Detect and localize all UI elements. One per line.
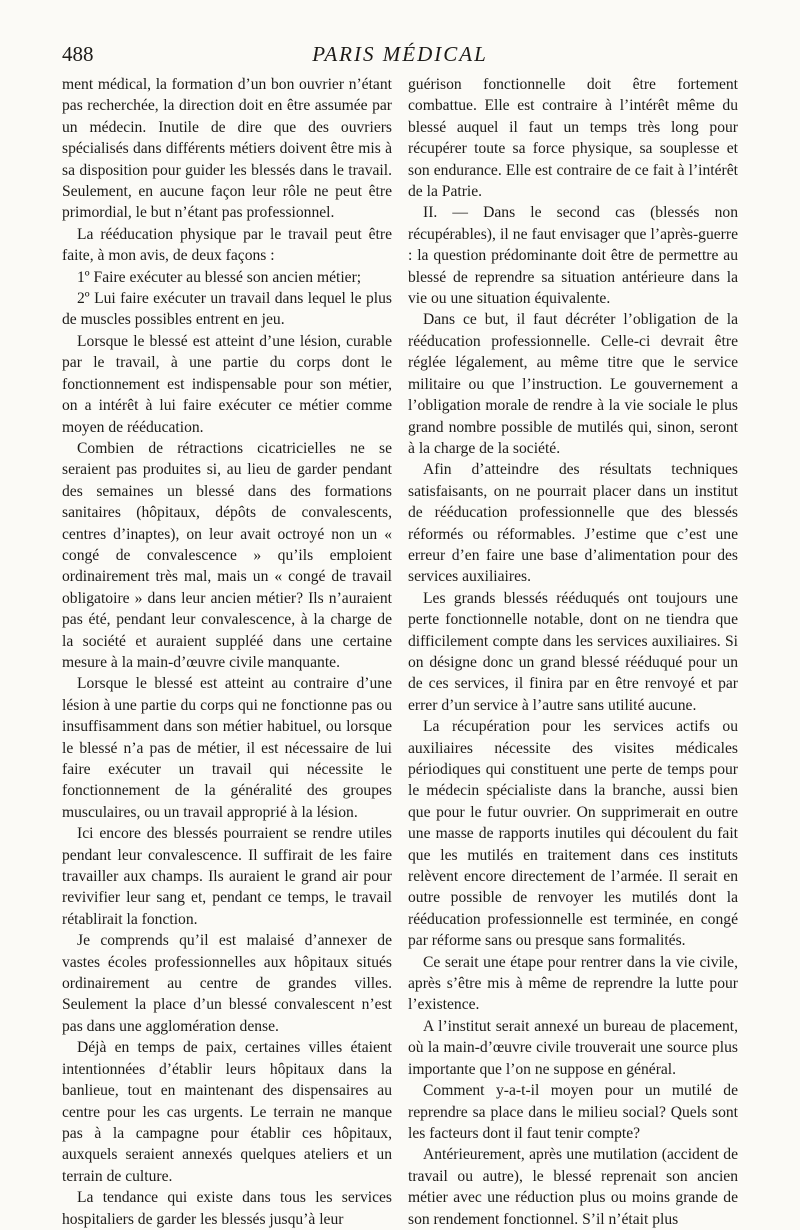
paragraph: Les grands blessés rééduqués ont toujours une perte fonctionnelle notable, dont on ne tiendra que difficilement compte dans les services auxiliaires. Si on désigne donc un grand blessé rééduqué pour un de ces services, il finira par en être renvoyé et par errer d’un service à l’autre sans utilité aucune. — [408, 589, 738, 714]
page-header — [62, 42, 738, 72]
paragraph: A l’institut serait annexé un bureau de placement, où la main-d’œuvre civile trouverait une source plus importante que l’on ne suppose en général. — [408, 1017, 738, 1078]
paragraph: Dans ce but, il faut décréter l’obligation de la rééducation professionnelle. Celle-ci devrait être réglée légalement, au même titre que le service militaire ou que l’instruction. Le gouvernement a l’obligation morale de rendre à la vie sociale le plus grand nombre possible de mutilés qui, sinon, seront à la charge de la société. — [408, 311, 738, 457]
paragraph: La récupération pour les services actifs ou auxiliaires nécessite des visites médicales périodiques qui constituent une perte de temps pour le médecin spécialiste dans la branche, aussi bien que pour le futur ouvrier. On supprimerait en outre une masse de rapports inutiles qui découlent du fait que les mutilés en traitement dans ces instituts relèvent encore directement de l’armée. Il serait en outre possible de renvoyer les mutilés dont la rééducation professionnelle est terminée, en congé par réforme sans ou presque sans formalités. — [408, 718, 738, 950]
paragraph: Lorsque le blessé est atteint d’une lésion, curable par le travail, à une partie du corps dont le fonctionnement est indispensable pour son métier, on a intérêt à lui faire exécuter ce métier comme moyen de rééducation. — [62, 332, 392, 436]
paragraph: ment médical, la formation d’un bon ouvrier n’étant pas recherchée, la direction doit en être assumée par un médecin. Inutile de dire que des ouvriers spécialisés dans différents métiers doivent être mis à sa disposition pour guider les blessés dans le travail. Seulement, en aucune façon leur rôle ne peut être primordial, le but n’étant pas professionnel. — [62, 76, 392, 222]
paragraph: 1º Faire exécuter au blessé son ancien métier; — [77, 268, 362, 286]
left-column — [62, 74, 392, 1230]
paragraph: Ce serait une étape pour rentrer dans la vie civile, après s’être mis à même de reprendre la lutte pour l’existence. — [408, 953, 738, 1014]
paragraph: 2º Lui faire exécuter un travail dans lequel le plus de muscles possibles entrent en jeu. — [62, 290, 392, 329]
paragraph: II. — Dans le second cas (blessés non récupérables), il ne faut envisager que l’après-guerre : la question prédominante doit être de permettre au blessé de reprendre sa situation antérieure dans la vie ou une situation équivalente. — [408, 204, 738, 308]
paragraph: Combien de rétractions cicatricielles ne se seraient pas produites si, au lieu de garder pendant des semaines un blessé dans des formations sanitaires (hôpitaux, dépôts de convalescents, centres d’inaptes), on leur avait octroyé non un « congé de convalescence » qu’ils emploient ordinairement très mal, mais un « congé de travail obligatoire » dans leur ancien métier? Ils n’auraient pas été, pendant leur convalescence, à la charge de la société et auraient suppléé dans une certaine mesure à la main-d’œuvre civile manquante. — [62, 439, 392, 671]
paragraph: La tendance qui existe dans tous les services hospitaliers de garder les blessés jusqu’à leur — [62, 1189, 392, 1228]
paragraph: Antérieurement, après une mutilation (accident de travail ou autre), le blessé reprenait son ancien métier avec une réduction plus ou moins grande de son rendement fonctionnel. S’il n’était plus — [408, 1146, 738, 1228]
paragraph: Lorsque le blessé est atteint au contraire d’une lésion à une partie du corps qui ne fonctionne pas ou insuffisamment dans son métier habituel, ou lorsque le blessé n’a pas de métier, il est nécessaire de lui faire exécuter un travail qui nécessite le fonctionnement de la généralité des groupes musculaires, ou un travail approprié à la lésion. — [62, 675, 392, 821]
paragraph: guérison fonctionnelle doit être fortement combattue. Elle est contraire à l’intérêt même du blessé auquel il faut un temps très long pour récupérer toute sa force physique, sa souplesse et son endurance. Elle est contraire de ce fait à l’intérêt de la Patrie. — [408, 76, 738, 201]
paragraph: Déjà en temps de paix, certaines villes étaient intentionnées d’établir leurs hôpitaux dans la banlieue, tout en maintenant des dispensaires au centre pour les cas urgents. Le terrain ne manque pas à la campagne pour établir ces hôpitaux, auxquels seraient annexés quelques ateliers et un terrain de culture. — [62, 1039, 392, 1185]
text-columns — [62, 74, 738, 1230]
paragraph: Comment y-a-t-il moyen pour un mutilé de reprendre sa place dans le milieu social? Quels sont les facteurs dont il faut tenir compte? — [408, 1082, 738, 1142]
running-title: PARIS MÉDICAL — [312, 42, 488, 66]
paragraph: Ici encore des blessés pourraient se rendre utiles pendant leur convalescence. Il suffirait de les faire travailler aux champs. Ils auraient le grand air pour revivifier leur sang et, pendant ce temps, le travail rétablirait la fonction. — [62, 825, 392, 928]
paragraph: La rééducation physique par le travail peut être faite, à mon avis, de deux façons : — [62, 225, 392, 265]
page-number: 488 — [62, 42, 94, 66]
right-column — [408, 74, 738, 1230]
paragraph: Afin d’atteindre des résultats techniques satisfaisants, on ne pourrait placer dans un institut de rééducation professionnelle que des blessés réformés ou réformables. J’estime que c’est une erreur d’en faire une base d’alimentation pour des services auxiliaires. — [408, 461, 738, 586]
paragraph: Je comprends qu’il est malaisé d’annexer de vastes écoles professionnelles aux hôpitaux situés ordinairement au centre de grandes villes. Seulement la place d’un blessé convalescent n’est pas dans une agglomération dense. — [62, 932, 392, 1035]
